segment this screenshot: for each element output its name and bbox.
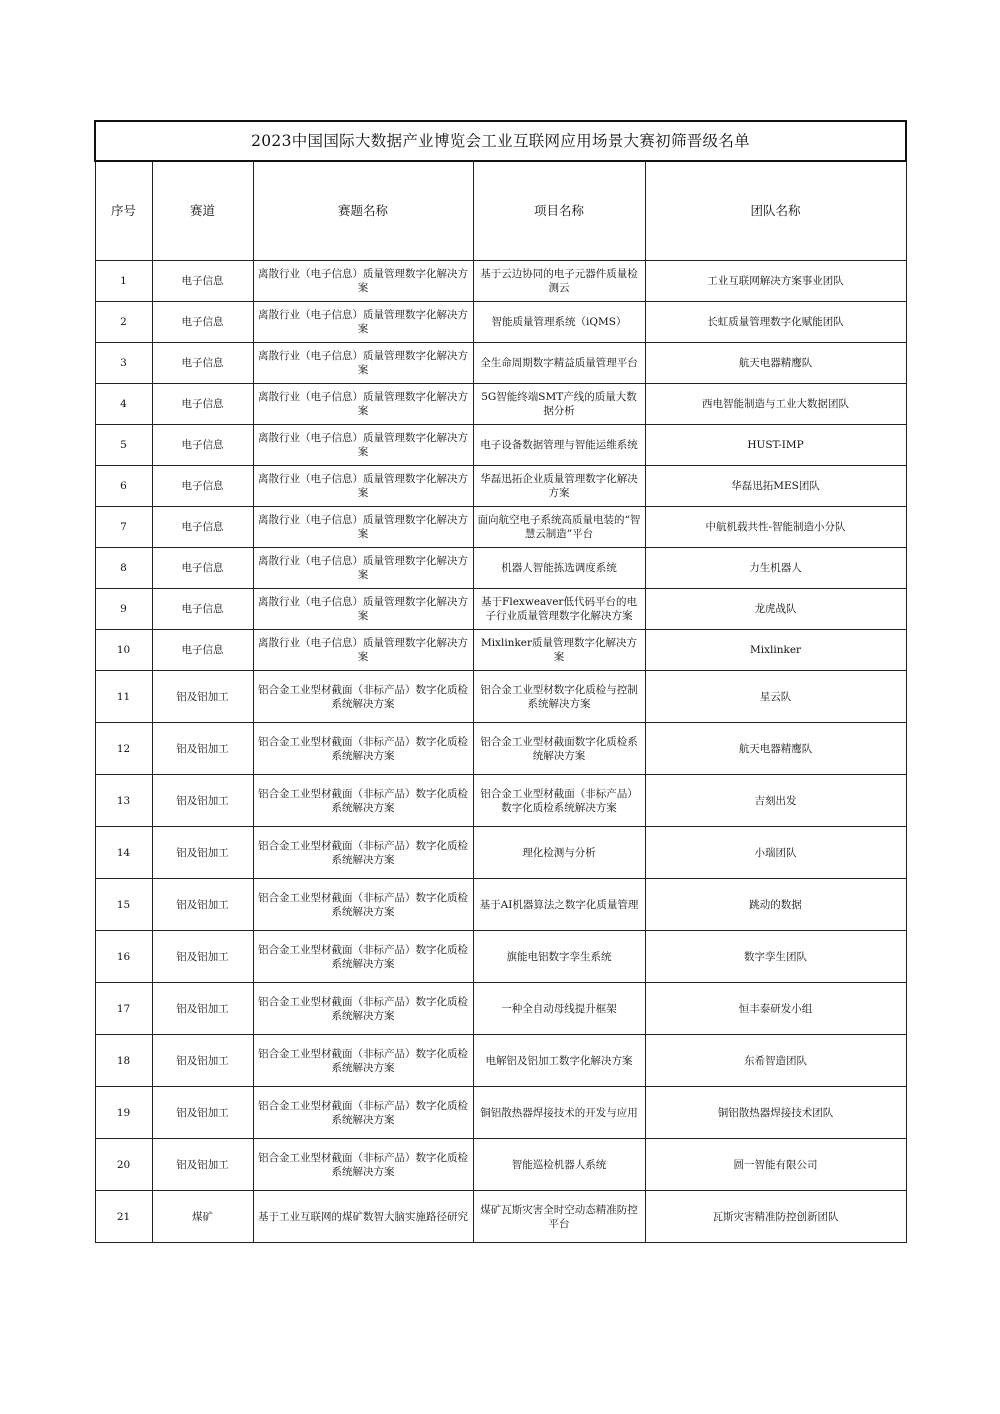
cell-project: 基于云边协同的电子元器件质量检测云 (473, 261, 645, 302)
cell-topic: 离散行业（电子信息）质量管理数字化解决方案 (253, 466, 473, 507)
cell-topic: 铝合金工业型材截面（非标产品）数字化质检系统解决方案 (253, 775, 473, 827)
cell-seq: 7 (95, 507, 152, 548)
cell-track: 铝及铝加工 (152, 1035, 253, 1087)
cell-seq: 18 (95, 1035, 152, 1087)
table-row (95, 425, 906, 466)
table-row (95, 589, 906, 630)
cell-team: 航天电器精鹰队 (645, 723, 906, 775)
table-row (95, 548, 906, 589)
table-row (95, 879, 906, 931)
cell-team: 西电智能制造与工业大数据团队 (645, 384, 906, 425)
table-row (95, 671, 906, 723)
cell-track: 电子信息 (152, 261, 253, 302)
cell-track: 电子信息 (152, 589, 253, 630)
cell-seq: 12 (95, 723, 152, 775)
cell-topic: 离散行业（电子信息）质量管理数字化解决方案 (253, 425, 473, 466)
cell-track: 电子信息 (152, 425, 253, 466)
cell-project: 基于Flexweaver低代码平台的电子行业质量管理数字化解决方案 (473, 589, 645, 630)
table-body (95, 261, 906, 1243)
page-title: 2023中国国际大数据产业博览会工业互联网应用场景大赛初筛晋级名单 (95, 121, 906, 161)
table-row (95, 302, 906, 343)
table-row (95, 384, 906, 425)
cell-project: 智能巡检机器人系统 (473, 1139, 645, 1191)
cell-topic: 铝合金工业型材截面（非标产品）数字化质检系统解决方案 (253, 983, 473, 1035)
cell-team: 龙虎战队 (645, 589, 906, 630)
cell-project: 铜铝散热器焊接技术的开发与应用 (473, 1087, 645, 1139)
header-project: 项目名称 (473, 161, 645, 261)
cell-track: 铝及铝加工 (152, 723, 253, 775)
cell-team: 恒丰泰研发小组 (645, 983, 906, 1035)
table-row (95, 261, 906, 302)
cell-project: 煤矿瓦斯灾害全时空动态精准防控平台 (473, 1191, 645, 1243)
table-row (95, 1035, 906, 1087)
cell-team: 瓦斯灾害精准防控创新团队 (645, 1191, 906, 1243)
table-row (95, 931, 906, 983)
cell-track: 铝及铝加工 (152, 983, 253, 1035)
cell-topic: 铝合金工业型材截面（非标产品）数字化质检系统解决方案 (253, 1035, 473, 1087)
cell-project: 铝合金工业型材数字化质检与控制系统解决方案 (473, 671, 645, 723)
cell-seq: 9 (95, 589, 152, 630)
cell-topic: 离散行业（电子信息）质量管理数字化解决方案 (253, 589, 473, 630)
cell-seq: 5 (95, 425, 152, 466)
table-row (95, 630, 906, 671)
cell-seq: 13 (95, 775, 152, 827)
cell-track: 铝及铝加工 (152, 671, 253, 723)
cell-project: 铝合金工业型材截面（非标产品）数字化质检系统解决方案 (473, 775, 645, 827)
cell-team: 跳动的数据 (645, 879, 906, 931)
cell-topic: 离散行业（电子信息）质量管理数字化解决方案 (253, 302, 473, 343)
table-row (95, 507, 906, 548)
cell-team: 吉刻出发 (645, 775, 906, 827)
qualification-table (94, 120, 907, 1243)
cell-topic: 铝合金工业型材截面（非标产品）数字化质检系统解决方案 (253, 879, 473, 931)
header-topic: 赛题名称 (253, 161, 473, 261)
cell-team: 力生机器人 (645, 548, 906, 589)
cell-team: 长虹质量管理数字化赋能团队 (645, 302, 906, 343)
table-row (95, 1139, 906, 1191)
cell-topic: 铝合金工业型材截面（非标产品）数字化质检系统解决方案 (253, 671, 473, 723)
cell-topic: 离散行业（电子信息）质量管理数字化解决方案 (253, 507, 473, 548)
cell-seq: 21 (95, 1191, 152, 1243)
cell-project: 基于AI机器算法之数字化质量管理 (473, 879, 645, 931)
cell-team: 中航机载共性-智能制造小分队 (645, 507, 906, 548)
cell-topic: 铝合金工业型材截面（非标产品）数字化质检系统解决方案 (253, 827, 473, 879)
cell-team: 航天电器精鹰队 (645, 343, 906, 384)
cell-track: 铝及铝加工 (152, 931, 253, 983)
cell-topic: 基于工业互联网的煤矿数智大脑实施路径研究 (253, 1191, 473, 1243)
cell-team: 华磊迅拓MES团队 (645, 466, 906, 507)
cell-project: 全生命周期数字精益质量管理平台 (473, 343, 645, 384)
cell-project: 面向航空电子系统高质量电装的“智慧云制造”平台 (473, 507, 645, 548)
table-row (95, 466, 906, 507)
cell-seq: 20 (95, 1139, 152, 1191)
cell-track: 电子信息 (152, 302, 253, 343)
cell-project: 旗能电铝数字孪生系统 (473, 931, 645, 983)
cell-project: 一种全自动母线提升框架 (473, 983, 645, 1035)
cell-team: HUST-IMP (645, 425, 906, 466)
cell-track: 煤矿 (152, 1191, 253, 1243)
cell-seq: 17 (95, 983, 152, 1035)
cell-track: 电子信息 (152, 507, 253, 548)
cell-topic: 铝合金工业型材截面（非标产品）数字化质检系统解决方案 (253, 931, 473, 983)
cell-project: 5G智能终端SMT产线的质量大数据分析 (473, 384, 645, 425)
cell-seq: 10 (95, 630, 152, 671)
cell-topic: 铝合金工业型材截面（非标产品）数字化质检系统解决方案 (253, 1139, 473, 1191)
cell-track: 铝及铝加工 (152, 1087, 253, 1139)
cell-seq: 15 (95, 879, 152, 931)
cell-track: 电子信息 (152, 466, 253, 507)
cell-track: 铝及铝加工 (152, 879, 253, 931)
cell-seq: 14 (95, 827, 152, 879)
header-row (95, 161, 906, 261)
table-row (95, 723, 906, 775)
cell-team: 星云队 (645, 671, 906, 723)
cell-topic: 离散行业（电子信息）质量管理数字化解决方案 (253, 548, 473, 589)
cell-seq: 8 (95, 548, 152, 589)
cell-project: 智能质量管理系统（iQMS） (473, 302, 645, 343)
cell-topic: 离散行业（电子信息）质量管理数字化解决方案 (253, 384, 473, 425)
cell-seq: 4 (95, 384, 152, 425)
cell-track: 铝及铝加工 (152, 775, 253, 827)
cell-team: 圆一智能有限公司 (645, 1139, 906, 1191)
cell-seq: 1 (95, 261, 152, 302)
cell-project: 电解铝及铝加工数字化解决方案 (473, 1035, 645, 1087)
cell-track: 铝及铝加工 (152, 1139, 253, 1191)
cell-seq: 3 (95, 343, 152, 384)
cell-topic: 铝合金工业型材截面（非标产品）数字化质检系统解决方案 (253, 723, 473, 775)
cell-project: 华磊迅拓企业质量管理数字化解决方案 (473, 466, 645, 507)
cell-team: 数字孪生团队 (645, 931, 906, 983)
cell-track: 铝及铝加工 (152, 827, 253, 879)
cell-project: 机器人智能拣选调度系统 (473, 548, 645, 589)
cell-topic: 离散行业（电子信息）质量管理数字化解决方案 (253, 261, 473, 302)
cell-team: 工业互联网解决方案事业团队 (645, 261, 906, 302)
table-row (95, 983, 906, 1035)
cell-team: Mixlinker (645, 630, 906, 671)
cell-track: 电子信息 (152, 630, 253, 671)
cell-project: 理化检测与分析 (473, 827, 645, 879)
table-row (95, 343, 906, 384)
cell-project: 铝合金工业型材截面数字化质检系统解决方案 (473, 723, 645, 775)
cell-seq: 6 (95, 466, 152, 507)
cell-team: 东希智造团队 (645, 1035, 906, 1087)
header-team: 团队名称 (645, 161, 906, 261)
cell-seq: 11 (95, 671, 152, 723)
cell-team: 小瑞团队 (645, 827, 906, 879)
cell-track: 电子信息 (152, 343, 253, 384)
cell-seq: 16 (95, 931, 152, 983)
table-row (95, 1087, 906, 1139)
cell-track: 电子信息 (152, 384, 253, 425)
cell-track: 电子信息 (152, 548, 253, 589)
table-row (95, 1191, 906, 1243)
cell-project: Mixlinker质量管理数字化解决方案 (473, 630, 645, 671)
header-track: 赛道 (152, 161, 253, 261)
cell-project: 电子设备数据管理与智能运维系统 (473, 425, 645, 466)
table-row (95, 827, 906, 879)
cell-seq: 2 (95, 302, 152, 343)
cell-topic: 离散行业（电子信息）质量管理数字化解决方案 (253, 630, 473, 671)
cell-topic: 离散行业（电子信息）质量管理数字化解决方案 (253, 343, 473, 384)
table-row (95, 775, 906, 827)
cell-seq: 19 (95, 1087, 152, 1139)
header-seq: 序号 (95, 161, 152, 261)
cell-team: 铜铝散热器焊接技术团队 (645, 1087, 906, 1139)
cell-topic: 铝合金工业型材截面（非标产品）数字化质检系统解决方案 (253, 1087, 473, 1139)
